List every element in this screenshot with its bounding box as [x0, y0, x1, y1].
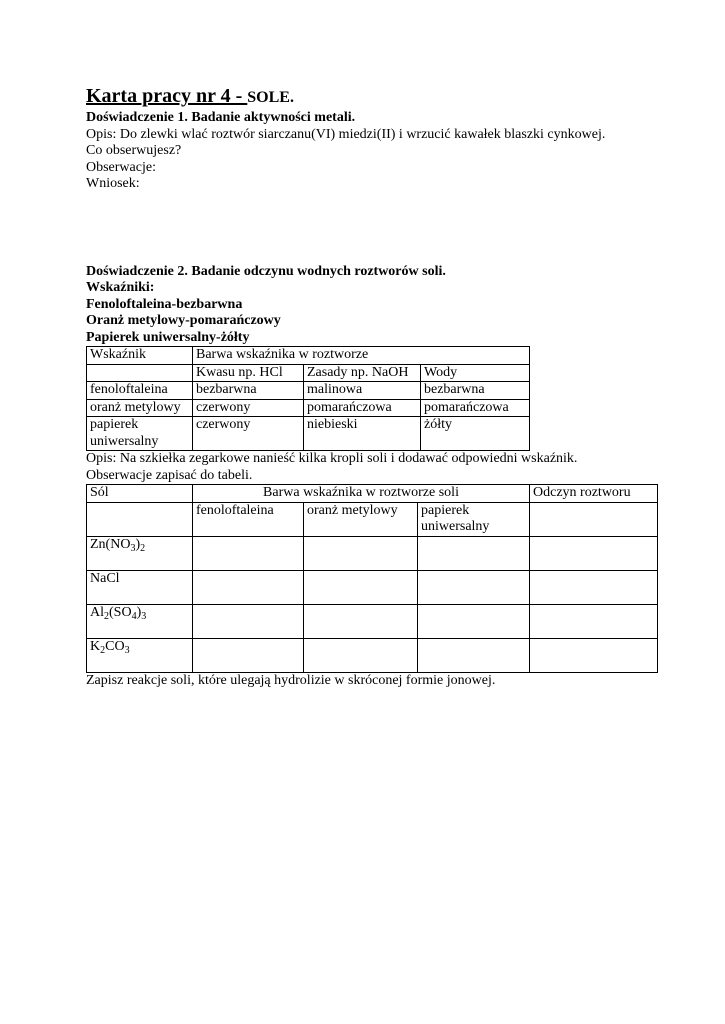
table2-header-reaction: Odczyn roztworu: [530, 485, 658, 503]
answer-cell[interactable]: [193, 638, 304, 672]
answer-cell[interactable]: [193, 604, 304, 638]
answer-cell[interactable]: [193, 536, 304, 570]
answer-cell[interactable]: [530, 604, 658, 638]
salt-formula: $Al_2(SO_4)_3$: [87, 604, 193, 638]
indicator-item: Papierek uniwersalny-żółty: [86, 329, 250, 345]
table1-header-color: Barwa wskaźnika w roztworze: [193, 347, 530, 365]
answer-cell[interactable]: [418, 536, 530, 570]
title-sub: SOLE: [247, 89, 290, 106]
answer-cell[interactable]: [193, 570, 304, 604]
table1-cell: czerwony: [193, 417, 304, 451]
table1-header-indicator: Wskaźnik: [87, 347, 193, 365]
salt-formula: $Zn(NO_3)_2$: [87, 536, 193, 570]
table1-cell: bezbarwna: [193, 382, 304, 400]
table1-cell: niebieski: [304, 417, 421, 451]
salt-observation-table: [86, 484, 658, 673]
answer-cell[interactable]: [530, 570, 658, 604]
table2-empty-cell: [87, 502, 193, 536]
table1-cell: pomarańczowa: [421, 399, 530, 417]
answer-cell[interactable]: [530, 536, 658, 570]
table1-indicator-name: fenoloftaleina: [87, 382, 193, 400]
indicator-item: Oranż metylowy-pomarańczowy: [86, 313, 281, 328]
table1-subheader: Zasady np. NaOH: [304, 364, 421, 382]
exp2-heading: Doświadczenie 2. Badanie odczynu wodnych roztworów soli.: [86, 263, 446, 279]
salt-formula: NaCl: [87, 570, 193, 604]
table-row: [87, 536, 658, 570]
table-row: [87, 417, 530, 451]
table-row: [87, 604, 658, 638]
exp2-task: Zapisz reakcje soli, które ulegają hydrolizie w skróconej formie jonowej.: [86, 672, 496, 688]
table2-empty-cell: [530, 502, 658, 536]
table2-header-color: Barwa wskaźnika w roztworze soli: [193, 485, 530, 503]
table-row: [87, 638, 658, 672]
page-title: [86, 84, 666, 110]
answer-cell[interactable]: [304, 536, 418, 570]
exp1-conclusion: Wniosek:: [86, 176, 140, 191]
table1-indicator-name: papierek uniwersalny: [87, 417, 193, 451]
salt-formula: $K_2CO_3$: [87, 638, 193, 672]
table1-subheader: Wody: [421, 364, 530, 382]
title-main: Karta pracy nr 4 -: [86, 85, 248, 107]
table-row: [87, 399, 530, 417]
table1-cell: żółty: [421, 417, 530, 451]
indicators-heading: Wskaźniki:: [86, 280, 155, 295]
worksheet: [86, 84, 666, 689]
answer-cell[interactable]: [304, 604, 418, 638]
answer-cell[interactable]: [530, 638, 658, 672]
answer-cell[interactable]: [304, 570, 418, 604]
exp1-question: Co obserwujesz?: [86, 143, 182, 158]
table1-cell: pomarańczowa: [304, 399, 421, 417]
table2-header-salt: Sól: [87, 485, 193, 503]
indicator-item: Fenoloftaleina-bezbarwna: [86, 296, 243, 312]
table-row: [87, 382, 530, 400]
table-row: [87, 570, 658, 604]
answer-cell[interactable]: [418, 604, 530, 638]
table1-cell: czerwony: [193, 399, 304, 417]
answer-cell[interactable]: [304, 638, 418, 672]
exp1-heading: Doświadczenie 1. Badanie aktywności metali.: [86, 110, 356, 125]
table1-empty-cell: [87, 364, 193, 382]
title-dot: .: [289, 89, 294, 106]
exp1-description: Opis: Do zlewki wlać roztwór siarczanu(VI) miedzi(II) i wrzucić kawałek blaszki cynkowej.: [86, 126, 606, 142]
table1-cell: malinowa: [304, 382, 421, 400]
table2-subheader: papierek uniwersalny: [418, 502, 530, 536]
table1-subheader: Kwasu np. HCl: [193, 364, 304, 382]
answer-cell[interactable]: [418, 570, 530, 604]
table2-subheader: oranż metylowy: [304, 502, 418, 536]
exp2-note: Obserwacje zapisać do tabeli.: [86, 467, 253, 483]
table1-indicator-name: oranż metylowy: [87, 399, 193, 417]
table1-cell: bezbarwna: [421, 382, 530, 400]
indicator-color-table: [86, 346, 530, 451]
answer-cell[interactable]: [418, 638, 530, 672]
exp2-description: Opis: Na szkiełka zegarkowe nanieść kilka kropli soli i dodawać odpowiedni wskaźnik.: [86, 451, 578, 466]
table2-subheader: fenoloftaleina: [193, 502, 304, 536]
exp1-observations: Obserwacje:: [86, 159, 156, 175]
